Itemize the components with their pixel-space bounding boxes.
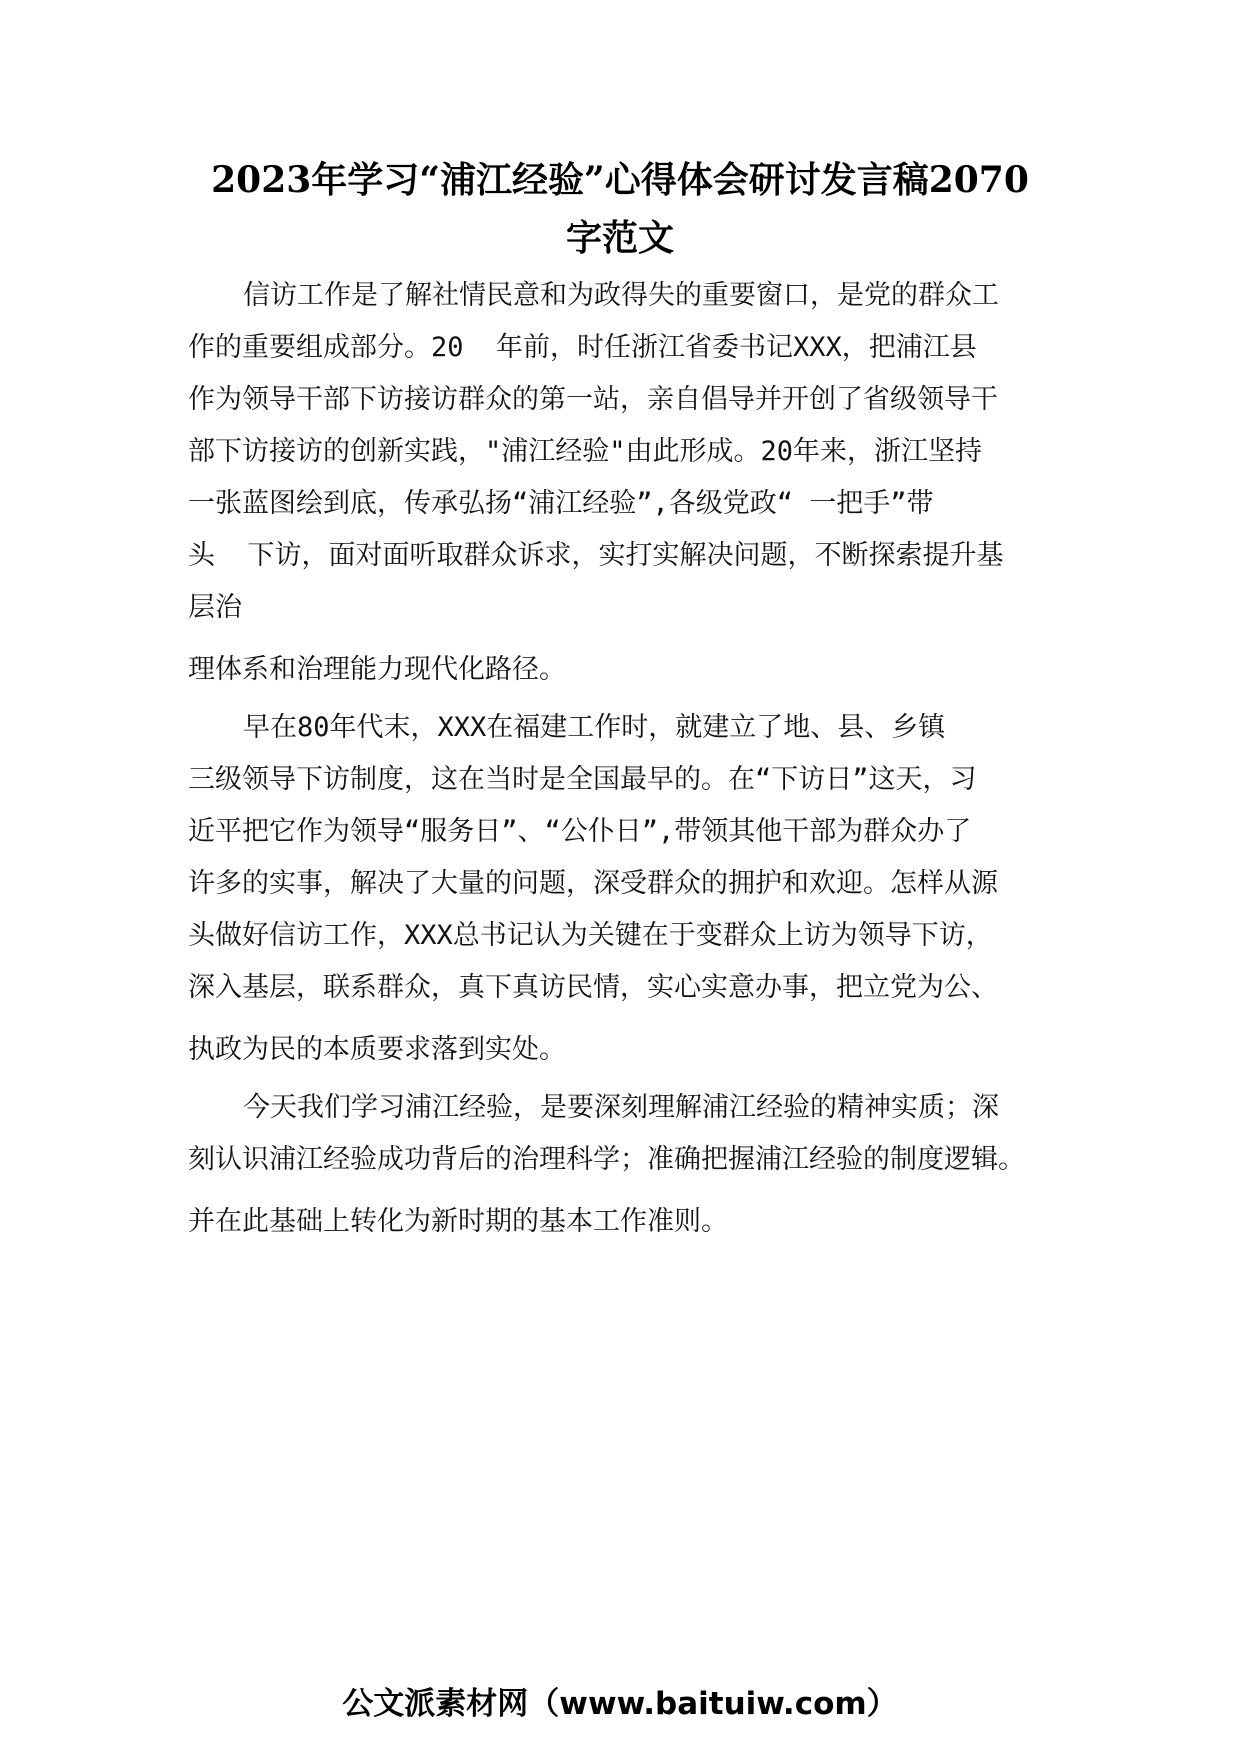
paragraph-3-line: 并在此基础上转化为新时期的基本工作准则。 [188, 1206, 728, 1237]
paragraph-1-line: 作的重要组成部分。20 年前，时任浙江省委书记XXX，把浦江县 [188, 332, 977, 363]
paragraph-2-line: 近平把它作为领导“服务日”、“公仆日”,带领其他干部为群众办了 [188, 816, 972, 847]
paragraph-1-line: 作为领导干部下访接访群众的第一站，亲自倡导并开创了省级领导干 [188, 384, 998, 415]
paragraph-3-line: 刻认识浦江经验成功背后的治理科学；准确把握浦江经验的制度逻辑。 [188, 1144, 1025, 1175]
paragraph-1-line: 一张蓝图绘到底，传承弘扬“浦江经验”,各级党政“ 一把手”带 [188, 488, 934, 519]
paragraph-3-line: 今天我们学习浦江经验，是要深刻理解浦江经验的精神实质；深 [243, 1092, 999, 1123]
paragraph-2-line: 三级领导下访制度，这在当时是全国最早的。在“下访日”这天，习 [188, 764, 977, 795]
paragraph-1-line: 头 下访，面对面听取群众诉求，实打实解决问题，不断探索提升基 [188, 540, 1004, 571]
paragraph-2-line: 深入基层，联系群众，真下真访民情，实心实意办事，把立党为公、 [188, 972, 998, 1003]
paragraph-1-line: 层治 [188, 592, 242, 623]
paragraph-2-line: 头做好信访工作，XXX总书记认为关键在于变群众上访为领导下访， [188, 920, 993, 951]
paragraph-1-line: 部下访接访的创新实践，"浦江经验"由此形成。20年来，浙江坚持 [188, 436, 983, 467]
document-title-line-2: 字范文 [565, 217, 674, 259]
document-title-line-1: 2023年学习“浦江经验”心得体会研讨发言稿2070 [211, 159, 1029, 201]
paragraph-1-line: 信访工作是了解社情民意和为政得失的重要窗口，是党的群众工 [243, 280, 999, 311]
paragraph-1-line: 理体系和治理能力现代化路径。 [188, 654, 566, 685]
paragraph-2-line: 早在80年代末，XXX在福建工作时，就建立了地、县、乡镇 [243, 712, 946, 743]
paragraph-2-line: 许多的实事，解决了大量的问题，深受群众的拥护和欢迎。怎样从源 [188, 868, 998, 899]
footer-watermark: 公文派素材网（www.baituiw.com） [342, 1686, 898, 1722]
paragraph-2-line: 执政为民的本质要求落到实处。 [188, 1034, 566, 1065]
